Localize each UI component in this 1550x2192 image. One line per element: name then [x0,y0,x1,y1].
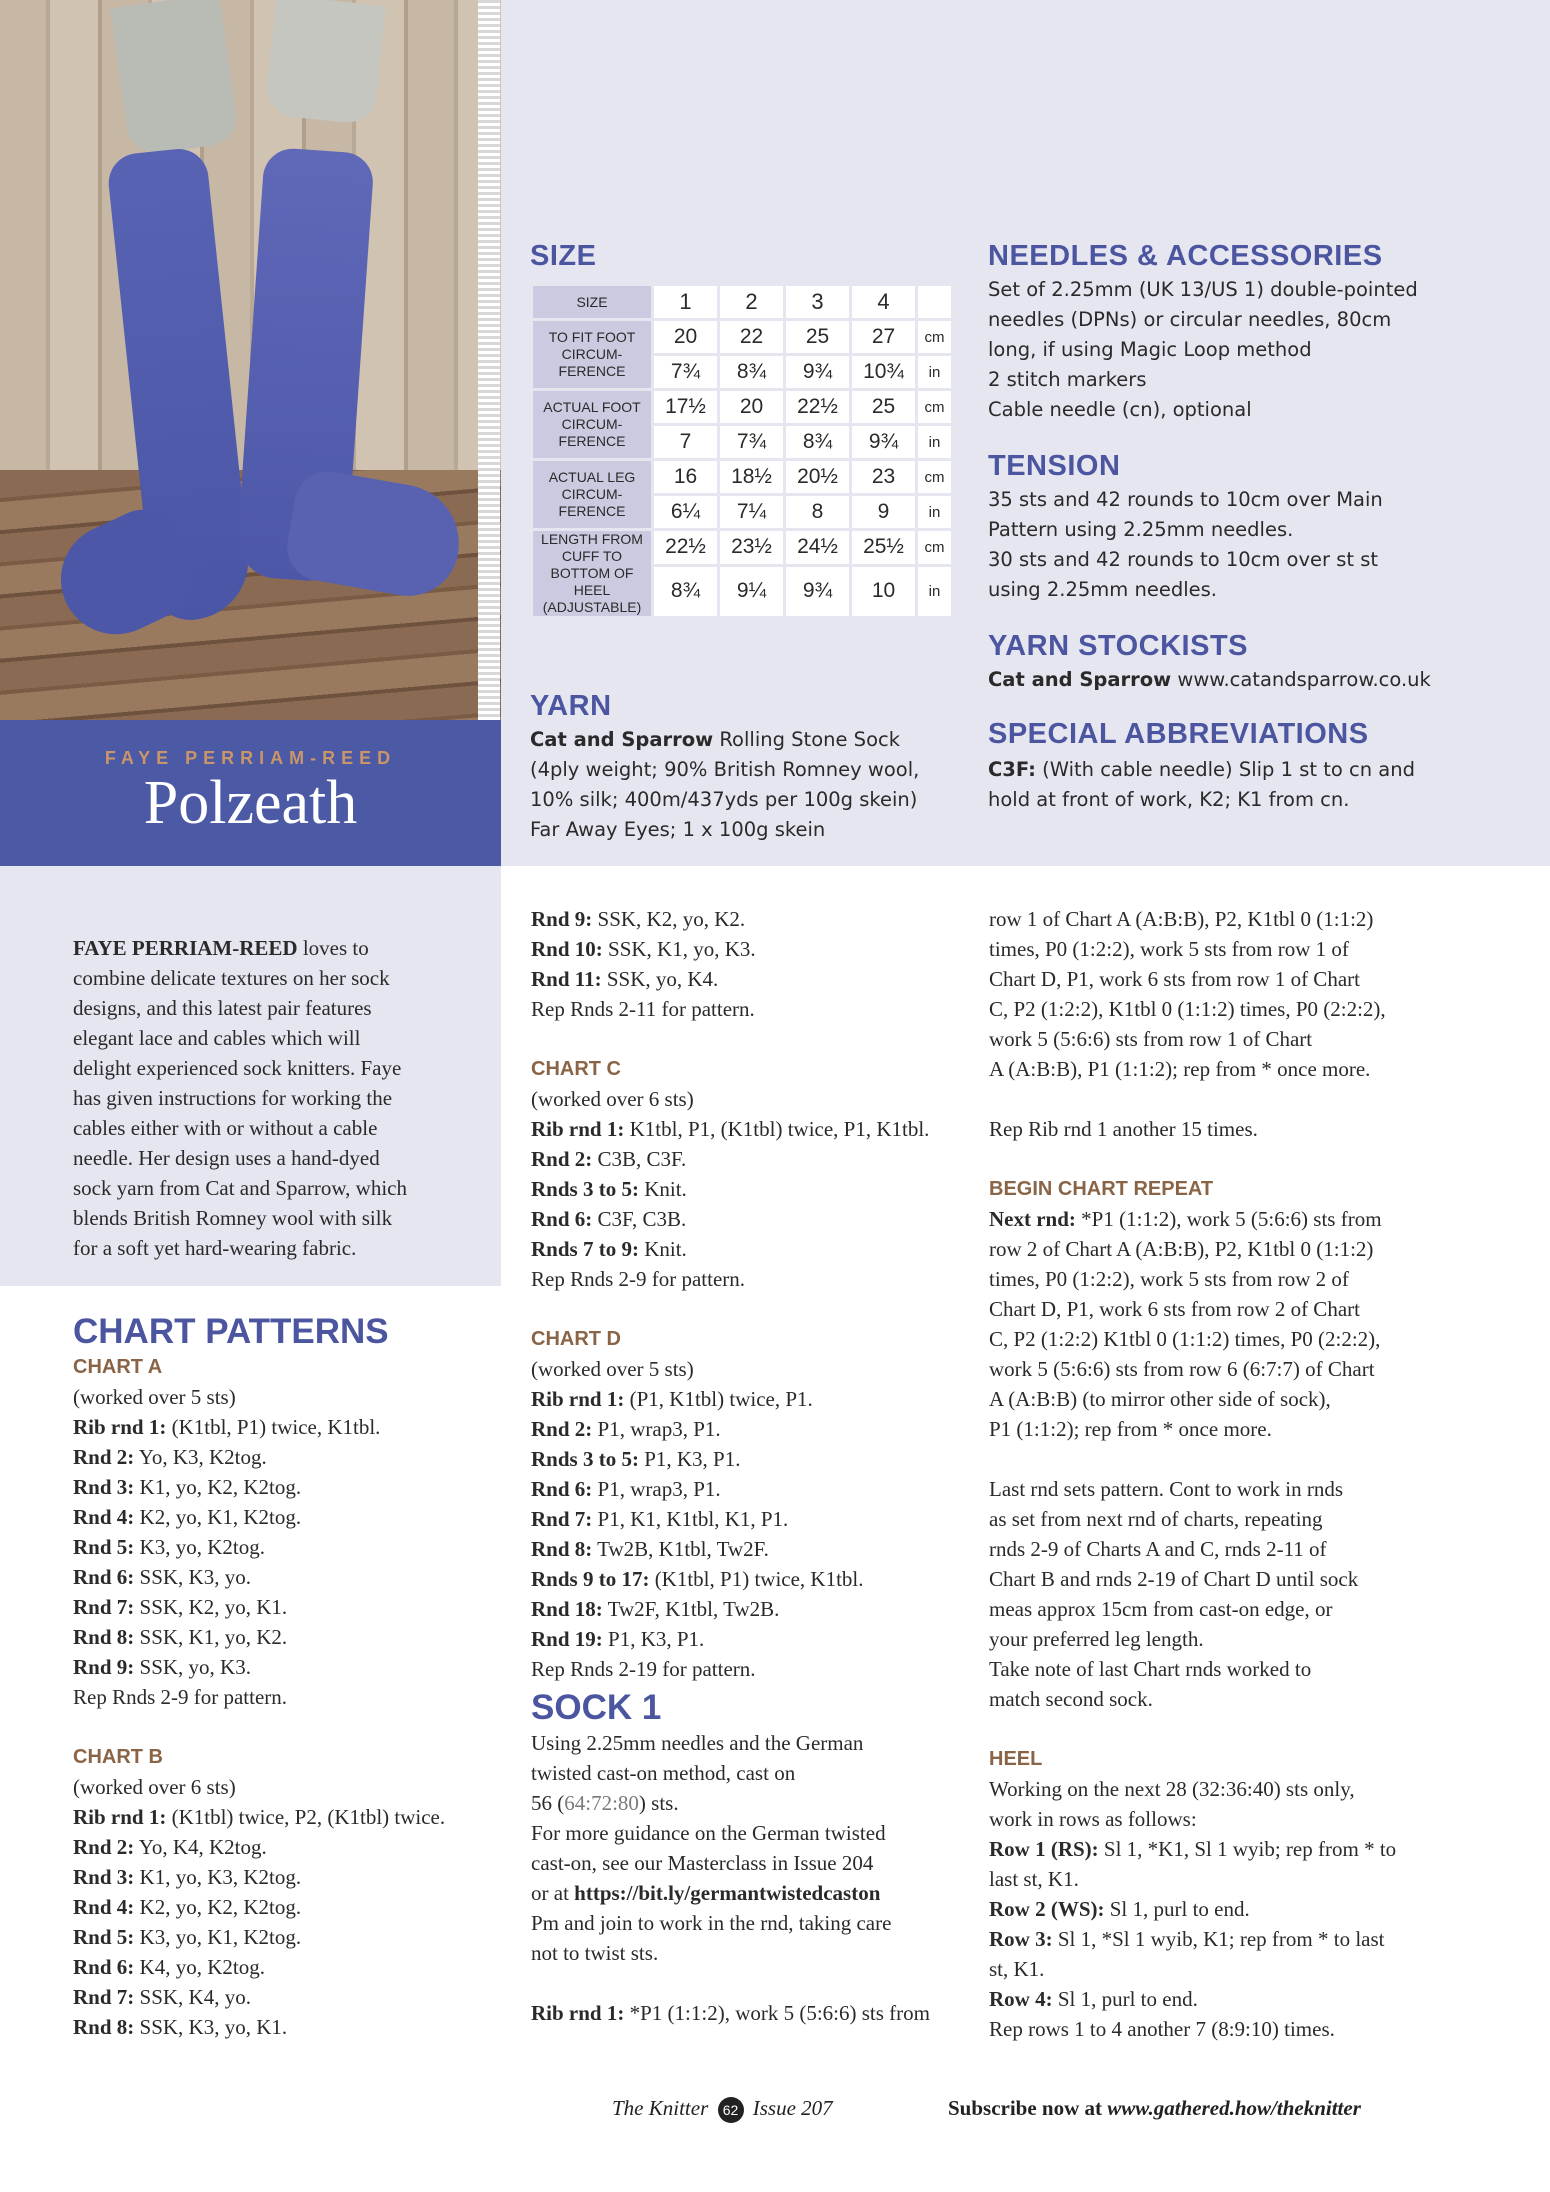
stockist-brand: Cat and Sparrow [988,668,1172,691]
row-key: Rib rnd 1: [531,2001,625,2025]
row-key: Rnd 7: [73,1985,135,2009]
intro-line: combine delicate textures on her sock [73,966,390,990]
pattern-title: Polzeath [143,769,358,837]
sock1-line [531,1878,971,1908]
row-value: *P1 (1:1:2), work 5 (5:6:6) sts from [624,2001,931,2025]
list-item [73,1592,493,1622]
row-key: Rnd 4: [73,1505,135,1529]
table-cell: 6¼ [654,496,717,528]
rep-rib: Rep Rib rnd 1 another 15 times. [989,1117,1258,1141]
unit-cm: cm [918,391,951,423]
yarn-text [530,725,970,845]
row-key: Rib rnd 1: [531,1117,625,1141]
intro-line: blends British Romney wool with silk [73,1206,393,1230]
row-value: SSK, K4, yo. [134,1985,251,2009]
column-1 [73,1312,493,2042]
row-key: Rnd 2: [73,1835,135,1859]
list-item [531,1474,971,1504]
sock1-line [531,1788,971,1818]
repeat-line: times, P0 (1:2:2), work 5 sts from row 2 of [989,1267,1349,1291]
repeat-line: row 2 of Chart A (A:B:B), P2, K1tbl 0 (1:1:2) [989,1237,1374,1261]
heel-rep: Rep rows 1 to 4 another 7 (8:9:10) times. [989,2017,1335,2041]
size-col: 3 [786,286,849,318]
rib-line: work 5 (5:6:6) sts from row 1 of Chart [989,1027,1313,1051]
table-row [533,461,951,493]
row-key: Row 1 (RS): [989,1837,1099,1861]
intro-line: for a soft yet hard-wearing fabric. [73,1236,357,1260]
list-item [989,1204,1439,1234]
row-value: Tw2F, K1tbl, Tw2B. [602,1597,780,1621]
last-line: meas approx 15cm from cast-on edge, or [989,1597,1333,1621]
table-cell: 20½ [786,461,849,493]
table-row [533,531,951,564]
size-col: 2 [720,286,783,318]
heel-line: last st, K1. [989,1867,1079,1891]
row-key: Rnd 8: [73,1625,135,1649]
repeat-line: P1 (1:1:2); rep from * once more. [989,1417,1272,1441]
issue-number: Issue 207 [752,2096,833,2120]
intro-line: sock yarn from Cat and Sparrow, which [73,1176,407,1200]
list-item [73,1502,493,1532]
table-cell: 9 [852,496,915,528]
last-line: match second sock. [989,1687,1153,1711]
needles-text [988,275,1468,425]
column-3 [989,904,1439,2044]
row-value: K2, yo, K1, K2tog. [134,1505,302,1529]
rib-line: row 1 of Chart A (A:B:B), P2, K1tbl 0 (1:1:2) [989,907,1374,931]
table-row [533,321,951,353]
row-value: K1, yo, K3, K2tog. [134,1865,302,1889]
stockist-url[interactable]: www.catandsparrow.co.uk [1171,668,1431,691]
needles-line: 2 stitch markers [988,368,1147,391]
row-key: Row 4: [989,1987,1053,2011]
list-item [73,1442,493,1472]
table-cell: 9¾ [786,567,849,616]
row-value: P1, K1, K1tbl, K1, P1. [592,1507,789,1531]
list-item [73,1532,493,1562]
row-value: (P1, K1tbl) twice, P1. [624,1387,813,1411]
intro-line: needle. Her design uses a hand-dyed [73,1146,380,1170]
intro-line: has given instructions for working the [73,1086,393,1110]
row-key: Rnd 2: [73,1445,135,1469]
unit-cm: cm [918,461,951,493]
table-cell: 8¾ [720,356,783,388]
chart-d-heading: CHART D [531,1328,621,1350]
row-key: Rib rnd 1: [73,1805,167,1829]
cast-on-end: ) sts. [638,1791,679,1815]
chart-patterns-heading: CHART PATTERNS [73,1312,389,1351]
cast-on-alt: 64:72:80 [564,1791,639,1815]
list-item [989,1924,1439,1954]
row-label: TO FIT FOOT CIRCUM-FERENCE [533,321,651,388]
row-key: Row 3: [989,1927,1053,1951]
unit-cm: cm [918,321,951,353]
row-key: Row 2 (WS): [989,1897,1105,1921]
last-line: your preferred leg length. [989,1627,1204,1651]
row-key: Rnds 3 to 5: [531,1447,639,1471]
last-line: Last rnd sets pattern. Cont to work in rnds [989,1477,1344,1501]
row-key: Rnd 19: [531,1627,603,1651]
guidance-text: or at [531,1881,575,1905]
table-cell: 10¾ [852,356,915,388]
table-cell: 7¾ [720,426,783,458]
table-cell: 20 [720,391,783,423]
subscribe-url[interactable]: www.gathered.how/theknitter [1107,2096,1361,2120]
size-table [530,283,954,619]
sock1-line: not to twist sts. [531,1941,659,1965]
row-value: K3, yo, K1, K2tog. [134,1925,302,1949]
row-value: K4, yo, K2tog. [134,1955,265,1979]
chart-c-repeat: Rep Rnds 2-9 for pattern. [531,1267,746,1291]
row-value: Knit. [638,1177,687,1201]
intro-line: designs, and this latest pair features [73,996,372,1020]
intro-text [73,933,483,1263]
list-item [73,1862,493,1892]
size-col: 1 [654,286,717,318]
heel-line: Working on the next 28 (32:36:40) sts only, [989,1777,1355,1801]
size-header-label: SIZE [533,286,651,318]
tension-line: 35 sts and 42 rounds to 10cm over Main [988,488,1383,511]
list-item [989,1894,1439,1924]
heel-line: st, K1. [989,1957,1045,1981]
list-item [531,964,971,994]
row-value: SSK, K1, yo, K3. [602,937,756,961]
table-cell: 8¾ [786,426,849,458]
list-item [531,1444,971,1474]
row-key: Rnd 6: [73,1565,135,1589]
sock-photo [0,0,501,720]
row-value: Sl 1, purl to end. [1052,1987,1198,2011]
unit-cm: cm [918,531,951,564]
list-item [989,1834,1439,1864]
yarn-brand: Cat and Sparrow [530,728,714,751]
sock1-heading: SOCK 1 [531,1688,662,1727]
list-item [73,1832,493,1862]
row-value: SSK, K2, yo, K1. [134,1595,288,1619]
needles-line: needles (DPNs) or circular needles, 80cm [988,308,1392,331]
list-item [73,1982,493,2012]
table-cell: 23½ [720,531,783,564]
row-key: Rnd 3: [73,1865,135,1889]
table-cell: 7¾ [654,356,717,388]
list-item [531,1594,971,1624]
chart-a-note: (worked over 5 sts) [73,1385,236,1409]
list-item [73,2012,493,2042]
row-key: Rnd 18: [531,1597,603,1621]
table-cell: 25 [852,391,915,423]
chart-repeat-heading: BEGIN CHART REPEAT [989,1178,1214,1200]
footer-subscribe [948,2096,1361,2121]
size-header-row [533,286,951,318]
list-item [531,1144,971,1174]
chart-a-repeat: Rep Rnds 2-9 for pattern. [73,1685,288,1709]
list-item [531,1414,971,1444]
yarn-heading: YARN [530,690,612,722]
table-cell: 8¾ [654,567,717,616]
row-key: Rnd 5: [73,1925,135,1949]
row-value: SSK, K2, yo, K2. [592,907,746,931]
list-item [531,1114,971,1144]
sock1-line: cast-on, see our Masterclass in Issue 204 [531,1851,874,1875]
chart-b-repeat: Rep Rnds 2-11 for pattern. [531,997,755,1021]
abbrev-heading: SPECIAL ABBREVIATIONS [988,718,1369,750]
row-key: Rnd 6: [73,1955,135,1979]
row-value: C3B, C3F. [592,1147,687,1171]
yarn-line: 10% silk; 400m/437yds per 100g skein) [530,788,918,811]
list-item [531,1534,971,1564]
row-key: Rnds 9 to 17: [531,1567,650,1591]
heel-line: work in rows as follows: [989,1807,1197,1831]
list-item [531,904,971,934]
rib-line: times, P0 (1:2:2), work 5 sts from row 1 of [989,937,1349,961]
row-value: K1, yo, K2, K2tog. [134,1475,302,1499]
size-header-blank [918,286,951,318]
row-key: Rnd 7: [531,1507,593,1531]
stockists-heading: YARN STOCKISTS [988,630,1248,662]
row-value: SSK, K1, yo, K2. [134,1625,288,1649]
table-cell: 17½ [654,391,717,423]
list-item [531,1204,971,1234]
row-key: Rnds 7 to 9: [531,1237,639,1261]
list-item [531,1504,971,1534]
row-value: SSK, K3, yo. [134,1565,251,1589]
chart-d-note: (worked over 5 sts) [531,1357,694,1381]
repeat-line: C, P2 (1:2:2) K1tbl 0 (1:1:2) times, P0 (2:2:2), [989,1327,1381,1351]
chart-b-heading: CHART B [73,1746,163,1768]
row-value: K3, yo, K2tog. [134,1535,265,1559]
footer-magazine [612,2096,833,2123]
chart-d-repeat: Rep Rnds 2-19 for pattern. [531,1657,756,1681]
list-item [73,1412,493,1442]
row-key: Rnd 2: [531,1147,593,1171]
row-key: Rnd 10: [531,937,603,961]
tension-line: using 2.25mm needles. [988,578,1217,601]
list-item [531,1564,971,1594]
row-key: Rnds 3 to 5: [531,1177,639,1201]
heel-heading: HEEL [989,1748,1043,1770]
chart-c-heading: CHART C [531,1058,621,1080]
row-value: Sl 1, purl to end. [1104,1897,1250,1921]
stockists-text [988,665,1468,695]
table-cell: 22½ [654,531,717,564]
table-cell: 7 [654,426,717,458]
tension-line: Pattern using 2.25mm needles. [988,518,1294,541]
list-item [73,1802,493,1832]
table-cell: 10 [852,567,915,616]
needles-line: long, if using Magic Loop method [988,338,1312,361]
table-cell: 27 [852,321,915,353]
unit-in: in [918,567,951,616]
row-key: Rnd 3: [73,1475,135,1499]
sock1-line: Using 2.25mm needles and the German [531,1731,864,1755]
row-value: SSK, yo, K4. [601,967,719,991]
table-cell: 22½ [786,391,849,423]
table-cell: 9¾ [852,426,915,458]
photo-jeans-right [264,0,386,125]
author-name: FAYE PERRIAM-REED [104,748,397,768]
intro-line: cables either with or without a cable [73,1116,378,1140]
row-value: Sl 1, *K1, Sl 1 wyib; rep from * to [1098,1837,1397,1861]
list-item [73,1952,493,1982]
unit-in: in [918,496,951,528]
last-line: Chart B and rnds 2-19 of Chart D until sock [989,1567,1359,1591]
tension-text [988,485,1468,605]
unit-in: in [918,356,951,388]
row-label: LENGTH FROM CUFF TO BOTTOM OF HEEL (ADJUSTABLE) [533,531,651,616]
table-cell: 22 [720,321,783,353]
table-cell: 25½ [852,531,915,564]
row-value: P1, K3, P1. [638,1447,741,1471]
table-cell: 18½ [720,461,783,493]
list-item [73,1472,493,1502]
yarn-product: Rolling Stone Sock [713,728,901,751]
tension-heading: TENSION [988,450,1121,482]
row-value: K1tbl, P1, (K1tbl) twice, P1, K1tbl. [624,1117,930,1141]
table-cell: 16 [654,461,717,493]
table-cell: 9¾ [786,356,849,388]
list-item [73,1922,493,1952]
sock1-line: twisted cast-on method, cast on [531,1761,796,1785]
row-key: Rnd 9: [531,907,593,931]
row-key: Rnd 9: [73,1655,135,1679]
list-item [531,1998,971,2028]
row-value: Knit. [638,1237,687,1261]
row-label: ACTUAL LEG CIRCUM-FERENCE [533,461,651,528]
photo-jeans-left [110,0,240,157]
table-cell: 7¼ [720,496,783,528]
chart-b-note: (worked over 6 sts) [73,1775,236,1799]
needles-line: Set of 2.25mm (UK 13/US 1) double-pointed [988,278,1418,301]
rib-line: Chart D, P1, work 6 sts from row 1 of Chart [989,967,1360,991]
subscribe-text: Subscribe now at [948,2096,1108,2120]
needles-line: Cable needle (cn), optional [988,398,1252,421]
guidance-link[interactable]: https://bit.ly/germantwistedcaston [574,1881,881,1905]
intro-line: elegant lace and cables which will [73,1026,361,1050]
abbrev-text [988,755,1468,815]
row-key: Rnd 4: [73,1895,135,1919]
row-value: Yo, K3, K2tog. [134,1445,267,1469]
row-value: P1, wrap3, P1. [592,1417,721,1441]
list-item [73,1652,493,1682]
repeat-line: A (A:B:B) (to mirror other side of sock), [989,1387,1331,1411]
unit-in: in [918,426,951,458]
row-value: P1, wrap3, P1. [592,1477,721,1501]
needles-heading: NEEDLES & ACCESSORIES [988,240,1383,272]
column-2 [531,904,971,2028]
tension-line: 30 sts and 42 rounds to 10cm over st st [988,548,1379,571]
row-key: Rnd 7: [73,1595,135,1619]
row-label: ACTUAL FOOT CIRCUM-FERENCE [533,391,651,458]
row-value: (K1tbl, P1) twice, K1tbl. [166,1415,381,1439]
row-value: SSK, yo, K3. [134,1655,251,1679]
row-value: SSK, K3, yo, K1. [134,2015,288,2039]
last-line: rnds 2-9 of Charts A and C, rnds 2-11 of [989,1537,1327,1561]
table-cell: 9¼ [720,567,783,616]
row-value: (K1tbl, P1) twice, K1tbl. [649,1567,864,1591]
row-key: Rnd 11: [531,967,602,991]
row-key: Rib rnd 1: [531,1387,625,1411]
row-value: (K1tbl) twice, P2, (K1tbl) twice. [166,1805,446,1829]
row-value: Yo, K4, K2tog. [134,1835,267,1859]
list-item [531,1174,971,1204]
list-item [531,934,971,964]
size-heading: SIZE [530,240,597,272]
rib-line: A (A:B:B), P1 (1:1:2); rep from * once more. [989,1057,1371,1081]
abbrev-def-cont: hold at front of work, K2; K1 from cn. [988,788,1350,811]
list-item [73,1892,493,1922]
list-item [531,1234,971,1264]
yarn-line: (4ply weight; 90% British Romney wool, [530,758,920,781]
last-line: as set from next rnd of charts, repeating [989,1507,1323,1531]
intro-line: loves to [297,936,369,960]
magazine-name: The Knitter [612,2096,709,2120]
table-cell: 8 [786,496,849,528]
abbrev-term: C3F: [988,758,1036,781]
intro-line: delight experienced sock knitters. Faye [73,1056,402,1080]
row-key: Next rnd: [989,1207,1076,1231]
size-col: 4 [852,286,915,318]
abbrev-def: (With cable needle) Slip 1 st to cn and [1035,758,1415,781]
list-item [531,1624,971,1654]
table-cell: 23 [852,461,915,493]
row-value: C3F, C3B. [592,1207,687,1231]
row-value: *P1 (1:1:2), work 5 (5:6:6) sts from [1075,1207,1382,1231]
table-cell: 25 [786,321,849,353]
sock1-line: Pm and join to work in the rnd, taking care [531,1911,892,1935]
chart-a-heading: CHART A [73,1356,163,1378]
repeat-line: work 5 (5:6:6) sts from row 6 (6:7:7) of Chart [989,1357,1375,1381]
last-line: Take note of last Chart rnds worked to [989,1657,1312,1681]
list-item [989,1984,1439,2014]
row-key: Rnd 5: [73,1535,135,1559]
row-value: P1, K3, P1. [602,1627,705,1651]
row-key: Rnd 2: [531,1417,593,1441]
chart-c-note: (worked over 6 sts) [531,1087,694,1111]
yarn-line: Far Away Eyes; 1 x 100g skein [530,818,826,841]
row-key: Rnd 6: [531,1477,593,1501]
list-item [73,1622,493,1652]
cast-on-count: 56 ( [531,1791,565,1815]
row-key: Rnd 8: [73,2015,135,2039]
list-item [531,1384,971,1414]
row-value: K2, yo, K2, K2tog. [134,1895,302,1919]
page-number: 62 [718,2097,744,2123]
table-cell: 24½ [786,531,849,564]
row-key: Rib rnd 1: [73,1415,167,1439]
table-row [533,391,951,423]
sock1-line: For more guidance on the German twisted [531,1821,886,1845]
list-item [73,1562,493,1592]
row-key: Rnd 6: [531,1207,593,1231]
designer-name: FAYE PERRIAM-REED [73,936,298,960]
row-value: Tw2B, K1tbl, Tw2F. [592,1537,769,1561]
rib-line: C, P2 (1:2:2), K1tbl 0 (1:1:2) times, P0 (2:2:2), [989,997,1386,1021]
repeat-line: Chart D, P1, work 6 sts from row 2 of Chart [989,1297,1360,1321]
table-cell: 20 [654,321,717,353]
row-value: Sl 1, *Sl 1 wyib, K1; rep from * to last [1052,1927,1385,1951]
row-key: Rnd 8: [531,1537,593,1561]
